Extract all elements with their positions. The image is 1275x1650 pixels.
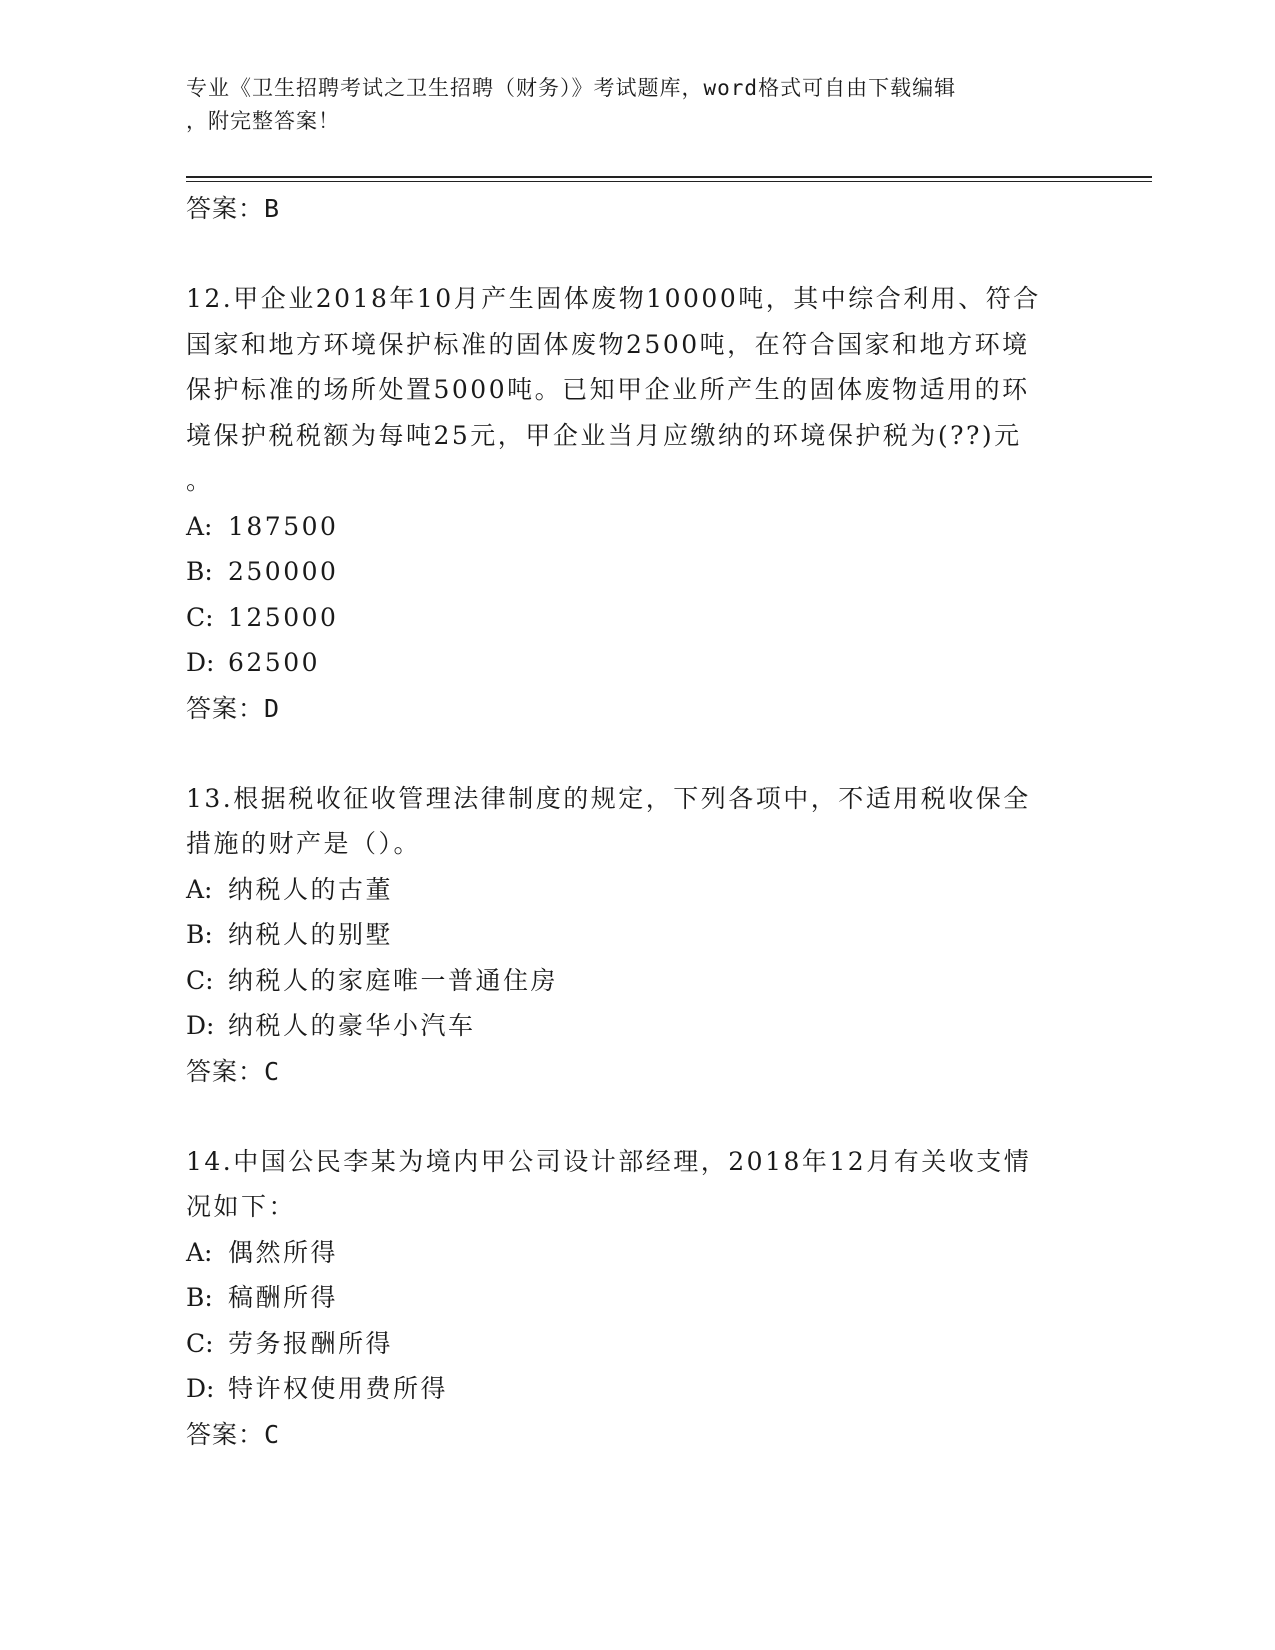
option-a [186, 867, 1086, 913]
question-block [186, 276, 1086, 731]
document-header [186, 72, 1066, 138]
header-line: ，附完整答案！ [186, 109, 340, 133]
option-d [186, 1003, 1086, 1049]
question-line: 措施的财产是（）。 [186, 829, 422, 858]
option-a [186, 504, 1086, 550]
answer-line: 答案：C [186, 1419, 281, 1449]
question-block [186, 776, 1086, 1094]
option-c [186, 595, 1086, 641]
question-line: 14.中国公民李某为境内甲公司设计部经理，2018年12月有关收支情 [186, 1146, 1032, 1176]
question-line: 。 [186, 466, 214, 495]
question-text [186, 276, 1086, 504]
question-line: 国家和地方环境保护标准的固体废物2500吨，在符合国家和地方环境 [186, 329, 1030, 359]
option-b [186, 549, 1086, 595]
option-letter: B: [186, 1283, 213, 1312]
header-divider-thin [186, 181, 1152, 182]
question-line: 13.根据税收征收管理法律制度的规定，下列各项中，不适用税收保全 [186, 783, 1031, 813]
option-text: 62500 [228, 648, 321, 677]
option-c [186, 1321, 1086, 1367]
spacer [186, 1094, 1086, 1139]
option-letter: D: [186, 1011, 215, 1040]
option-letter: D: [186, 1374, 215, 1403]
option-text: 125000 [228, 602, 339, 632]
header-line: 专业《卫生招聘考试之卫生招聘（财务）》考试题库，word格式可自由下载编辑 [186, 76, 957, 100]
option-d [186, 640, 1086, 686]
option-letter: D: [186, 648, 215, 677]
question-line: 12.甲企业2018年10月产生固体废物10000吨，其中综合利用、符合 [186, 284, 1041, 313]
option-text: 250000 [228, 557, 339, 586]
option-letter: B: [186, 557, 213, 586]
option-text: 偶然所得 [228, 1237, 339, 1267]
option-text: 纳税人的别墅 [228, 920, 394, 949]
option-b [186, 912, 1086, 958]
answer-line: 答案：D [186, 693, 281, 723]
option-letter: A: [186, 511, 213, 541]
option-d [186, 1366, 1086, 1412]
option-b [186, 1275, 1086, 1321]
option-letter: C: [186, 1328, 214, 1358]
question-list [186, 186, 1086, 1457]
option-text: 纳税人的豪华小汽车 [228, 1011, 476, 1040]
option-text: 纳税人的家庭唯一普通住房 [228, 965, 559, 995]
question-line: 保护标准的场所处置5000吨。已知甲企业所产生的固体废物适用的环 [186, 375, 1030, 404]
option-letter: A: [186, 874, 213, 904]
option-text: 187500 [228, 511, 339, 541]
header-divider [186, 176, 1152, 178]
question-text [186, 1139, 1086, 1230]
question-text [186, 776, 1086, 867]
option-c [186, 958, 1086, 1004]
option-text: 特许权使用费所得 [228, 1374, 449, 1403]
option-text: 劳务报酬所得 [228, 1328, 394, 1358]
option-letter: C: [186, 602, 214, 632]
option-letter: B: [186, 920, 213, 949]
spacer [186, 731, 1086, 776]
previous-answer: 答案：B [186, 194, 281, 223]
spacer [186, 231, 1086, 276]
option-letter: A: [186, 1237, 213, 1267]
option-text: 纳税人的古董 [228, 874, 394, 904]
question-block [186, 1139, 1086, 1457]
option-a [186, 1230, 1086, 1276]
answer-line: 答案：C [186, 1056, 281, 1086]
option-text: 稿酬所得 [228, 1283, 339, 1312]
question-line: 况如下： [186, 1192, 297, 1221]
question-line: 境保护税税额为每吨25元，甲企业当月应缴纳的环境保护税为(??)元 [186, 420, 1022, 450]
option-letter: C: [186, 965, 214, 995]
